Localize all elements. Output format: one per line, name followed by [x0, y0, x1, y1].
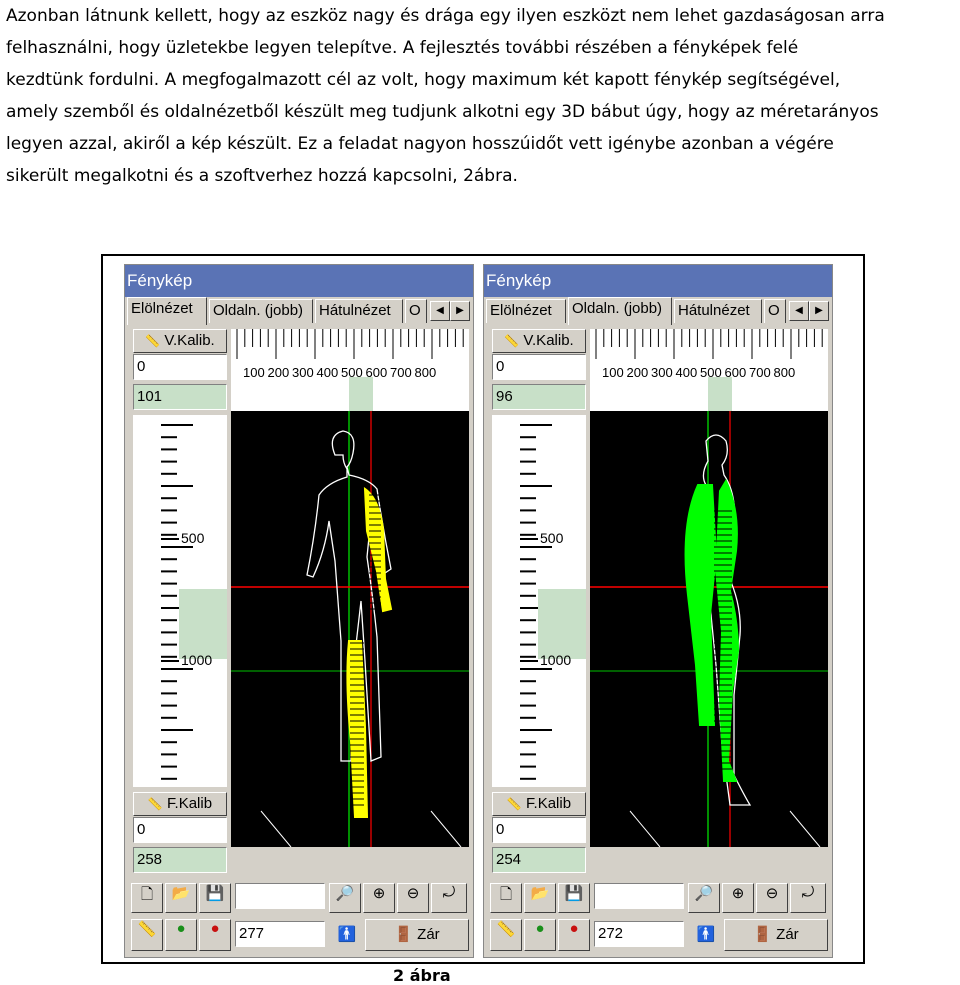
save-button[interactable] — [558, 883, 590, 913]
ruler-tool-button[interactable] — [490, 919, 522, 951]
floor-line — [790, 811, 820, 847]
paragraph-line: legyen azzal, akiről a kép készült. Ez a feladat nagyon hosszúidőt vett igénybe azonban a végére — [6, 134, 834, 154]
ruler-label: 100 — [243, 365, 265, 380]
folder-icon: 📂 — [530, 885, 550, 902]
ruler-tool-button[interactable] — [131, 919, 163, 951]
tab-front[interactable]: Elölnézet — [127, 297, 207, 325]
magnifier-pick-button[interactable] — [329, 883, 361, 913]
ruler-label: 500 — [341, 365, 363, 380]
ruler-label: 800 — [773, 365, 796, 380]
ruler-label: 400 — [316, 365, 339, 380]
bottom-value-field[interactable]: 272 — [594, 921, 684, 947]
figure-contour-graphic — [231, 411, 469, 847]
f-kalib-button[interactable] — [492, 792, 586, 816]
v-kalib-button[interactable] — [492, 329, 586, 353]
floor-line — [261, 811, 291, 847]
f-field-1[interactable]: 0 — [492, 817, 586, 843]
f-kalib-label: F.Kalib — [167, 795, 213, 812]
rotate-icon: ⤾ — [442, 884, 456, 901]
floor-line — [431, 811, 461, 847]
close-button[interactable] — [724, 919, 828, 951]
zoom-out-button[interactable] — [397, 883, 429, 913]
green-light-button[interactable] — [524, 919, 556, 951]
tab-back[interactable]: Hátulnézet — [674, 299, 762, 323]
vertical-ruler — [492, 415, 586, 787]
zoom-in-button[interactable] — [363, 883, 395, 913]
tab-scroll-left-icon[interactable]: ◀ — [789, 301, 809, 321]
rotate-icon: ⤾ — [801, 884, 815, 901]
photo-window-side — [483, 264, 833, 958]
rotate-button[interactable] — [431, 883, 467, 913]
tab-strip — [125, 297, 473, 325]
ruler-label: 500 — [181, 530, 205, 546]
f-field-1[interactable]: 0 — [133, 817, 227, 843]
close-button-label: Zár — [417, 926, 440, 943]
ruler-label: 300 — [292, 365, 314, 380]
ruler-label: 500 — [540, 530, 564, 546]
zoom-out-icon: ⊖ — [765, 885, 779, 902]
new-file-icon: 🗋 — [499, 886, 513, 903]
v-kalib-label: V.Kalib. — [164, 332, 215, 349]
floor-line — [630, 811, 660, 847]
bottom-value-field[interactable]: 277 — [235, 921, 325, 947]
zoom-out-icon: ⊖ — [406, 885, 420, 902]
figure-contour-graphic — [590, 411, 828, 847]
toolbar-input[interactable] — [235, 883, 325, 909]
close-button[interactable] — [365, 919, 469, 951]
f-field-2[interactable]: 254 — [492, 847, 586, 873]
vertical-ruler — [133, 415, 227, 787]
v-kalib-label: V.Kalib. — [523, 332, 574, 349]
paragraph-line: kezdtünk fordulni. A megfogalmazott cél az volt, hogy maximum két kapott fénykép segítségével, — [6, 70, 841, 90]
ruler-label: 200 — [267, 365, 290, 380]
ruler-icon: 📏 — [504, 334, 520, 348]
paragraph-line: felhasználni, hogy üzletekbe legyen telepítve. A fejlesztés további részében a fényképek felé — [6, 38, 799, 58]
tab-side-right[interactable]: Oldaln. (jobb) — [209, 299, 313, 323]
ruler-icon: 📏 — [496, 921, 516, 938]
horizontal-ruler-graphic — [231, 329, 469, 411]
zoom-in-icon: ⊕ — [731, 885, 745, 902]
new-file-button[interactable] — [490, 883, 522, 913]
ruler-label: 700 — [749, 365, 771, 380]
ruler-highlight — [179, 589, 227, 659]
ruler-highlight — [538, 589, 586, 659]
close-button-label: Zár — [776, 926, 799, 943]
v-kalib-button[interactable] — [133, 329, 227, 353]
person-icon: 🚹 — [696, 926, 716, 943]
f-kalib-button[interactable] — [133, 792, 227, 816]
ruler-icon: 📏 — [137, 921, 157, 938]
tab-side-right[interactable]: Oldaln. (jobb) — [568, 297, 672, 325]
person-icon: 🚹 — [337, 926, 357, 943]
tab-scroll-right-icon[interactable]: ▶ — [450, 301, 470, 321]
ruler-icon: 📏 — [147, 797, 163, 811]
folder-icon: 📂 — [171, 885, 191, 902]
ruler-label: 600 — [365, 365, 388, 380]
tab-back[interactable]: Hátulnézet — [315, 299, 403, 323]
horizontal-ruler — [590, 329, 828, 411]
intro-paragraph — [6, 0, 954, 192]
zoom-in-icon: ⊕ — [372, 885, 386, 902]
ruler-label: 600 — [724, 365, 747, 380]
ruler-label: 500 — [700, 365, 722, 380]
magnifier-icon: 🔎 — [694, 885, 714, 902]
red-circle-icon: ● — [210, 920, 220, 937]
tab-front[interactable]: Elölnézet — [486, 299, 566, 323]
magnifier-icon: 🔎 — [335, 885, 355, 902]
tab-other[interactable]: O — [405, 299, 427, 323]
contour-overlay — [686, 485, 716, 725]
tab-scroll-left-icon[interactable]: ◀ — [430, 301, 450, 321]
ruler-label: 100 — [602, 365, 624, 380]
door-icon: 🚪 — [753, 926, 772, 943]
green-light-button[interactable] — [165, 919, 197, 951]
open-folder-button[interactable] — [165, 883, 197, 913]
door-icon: 🚪 — [394, 926, 413, 943]
figure-caption: 2 ábra — [393, 966, 451, 985]
ruler-label: 1000 — [540, 652, 572, 668]
photo-canvas[interactable] — [590, 411, 828, 847]
ruler-label: 700 — [390, 365, 412, 380]
tab-strip — [484, 297, 832, 325]
tab-scroll-right-icon[interactable]: ▶ — [809, 301, 829, 321]
photo-canvas[interactable] — [231, 411, 469, 847]
new-file-icon: 🗋 — [140, 886, 154, 903]
ruler-label: 300 — [651, 365, 673, 380]
ruler-label: 400 — [675, 365, 698, 380]
new-file-button[interactable] — [131, 883, 163, 913]
green-circle-icon: ● — [535, 920, 545, 937]
v-field-2[interactable]: 96 — [492, 384, 586, 410]
horizontal-ruler — [231, 329, 469, 411]
zoom-in-button[interactable] — [722, 883, 754, 913]
vertical-ruler-graphic — [492, 415, 586, 787]
open-folder-button[interactable] — [524, 883, 556, 913]
save-icon: 💾 — [205, 885, 225, 902]
ruler-highlight — [349, 377, 373, 411]
ruler-label: 800 — [414, 365, 437, 380]
f-kalib-label: F.Kalib — [526, 795, 572, 812]
ruler-label: 200 — [626, 365, 649, 380]
v-field-1[interactable]: 0 — [492, 354, 586, 380]
red-light-button[interactable] — [199, 919, 231, 951]
photo-window-front — [124, 264, 474, 958]
v-field-1[interactable]: 0 — [133, 354, 227, 380]
ruler-icon: 📏 — [506, 797, 522, 811]
magnifier-pick-button[interactable] — [688, 883, 720, 913]
green-circle-icon: ● — [176, 920, 186, 937]
paragraph-line: Azonban látnunk kellett, hogy az eszköz nagy és drága egy ilyen eszközt nem lehet gazdaságosan arra — [6, 6, 885, 26]
red-circle-icon: ● — [569, 920, 579, 937]
rotate-button[interactable] — [790, 883, 826, 913]
paragraph-line: sikerült megalkotni és a szoftverhez hozzá kapcsolni, 2ábra. — [6, 166, 518, 186]
save-button[interactable] — [199, 883, 231, 913]
window-title: Fénykép — [125, 265, 473, 297]
ruler-icon: 📏 — [145, 334, 161, 348]
red-light-button[interactable] — [558, 919, 590, 951]
bottom-toolbar — [484, 877, 832, 957]
ruler-highlight — [708, 377, 732, 411]
horizontal-ruler-graphic — [590, 329, 828, 411]
paragraph-line: amely szemből és oldalnézetből készült meg tudjunk alkotni egy 3D bábut úgy, hogy az méretarányos — [6, 102, 879, 122]
save-icon: 💾 — [564, 885, 584, 902]
f-field-2[interactable]: 258 — [133, 847, 227, 873]
zoom-out-button[interactable] — [756, 883, 788, 913]
window-title: Fénykép — [484, 265, 832, 297]
toolbar-input[interactable] — [594, 883, 684, 909]
tab-other[interactable]: O — [764, 299, 786, 323]
bottom-toolbar — [125, 877, 473, 957]
vertical-ruler-graphic — [133, 415, 227, 787]
v-field-2[interactable]: 101 — [133, 384, 227, 410]
ruler-label: 1000 — [181, 652, 213, 668]
